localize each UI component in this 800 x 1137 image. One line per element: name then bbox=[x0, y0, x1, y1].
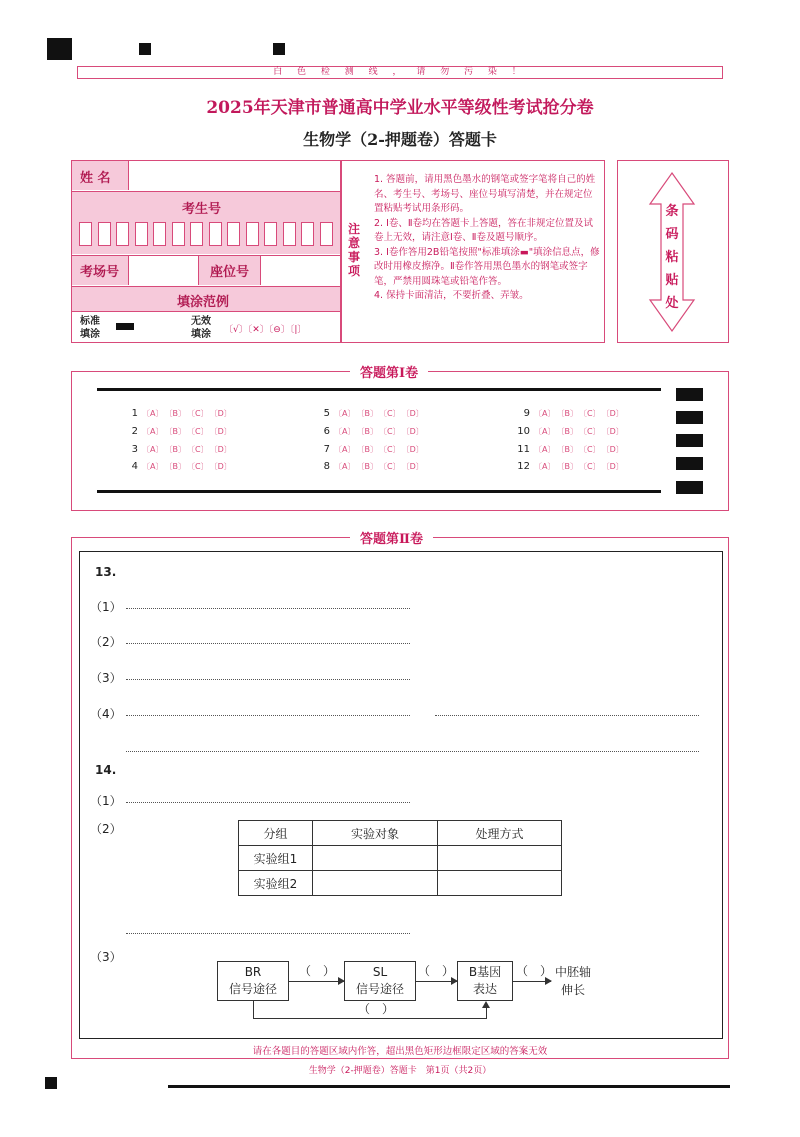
question-number: 2 bbox=[131, 426, 138, 437]
invalid-fill-samples: 〔√〕〔✕〕〔⊖〕〔|〕 bbox=[224, 325, 307, 335]
br-pathway-box: BR 信号途径 bbox=[217, 961, 289, 1001]
b-gene-box: B基因 表达 bbox=[457, 961, 513, 1001]
option-bubble[interactable]: 〔C〕 bbox=[190, 409, 209, 418]
question-number: 7 bbox=[323, 444, 330, 455]
q13-part-2: （2） bbox=[90, 635, 122, 649]
exam-title: 2025年天津市普通高中学业水平等级性考试抢分卷 bbox=[206, 98, 594, 118]
standard-fill-sample bbox=[116, 323, 134, 330]
room-field[interactable] bbox=[128, 255, 198, 285]
exam-no-digit-box[interactable] bbox=[79, 222, 92, 246]
timing-mark bbox=[676, 481, 703, 494]
hypocotyl-outcome: 中胚轴 伸长 bbox=[555, 965, 592, 997]
mcq-row bbox=[122, 426, 237, 437]
option-bubble[interactable]: 〔D〕 bbox=[605, 445, 624, 454]
option-bubble[interactable]: 〔B〕 bbox=[360, 462, 378, 471]
mcq-row bbox=[514, 444, 629, 455]
card-title: 生物学（2-押题卷）答题卡 bbox=[303, 130, 497, 149]
answer-line[interactable] bbox=[126, 802, 410, 803]
exam-no-digit-box[interactable] bbox=[209, 222, 222, 246]
invalid-fill-label: 无效 填涂 bbox=[191, 316, 211, 340]
arrow-icon bbox=[513, 981, 551, 982]
mcq-row bbox=[514, 426, 629, 437]
option-bubble[interactable]: 〔C〕 bbox=[190, 445, 209, 454]
option-bubble[interactable]: 〔B〕 bbox=[360, 427, 378, 436]
mcq-row bbox=[514, 461, 629, 472]
notice-item: 1. 答题前，请用黑色墨水的钢笔或签字笔将自己的姓名、考生号、考场号、座位号填写清楚，并在规定位置粘贴考试用条形码。 bbox=[374, 174, 596, 214]
table-row bbox=[239, 846, 562, 871]
question-number: 4 bbox=[131, 461, 138, 472]
option-bubble[interactable]: 〔C〕 bbox=[582, 427, 601, 436]
answer-line[interactable] bbox=[126, 643, 410, 644]
option-bubble[interactable]: 〔B〕 bbox=[560, 427, 578, 436]
corner-mark bbox=[47, 38, 72, 60]
seat-field[interactable] bbox=[260, 255, 340, 285]
option-bubble[interactable]: 〔A〕 bbox=[534, 445, 556, 454]
bottom-rule bbox=[168, 1085, 730, 1088]
question-number: 9 bbox=[523, 408, 530, 419]
timing-mark bbox=[676, 434, 703, 447]
option-bubble[interactable]: 〔A〕 bbox=[142, 427, 164, 436]
q13-part-4: （4） bbox=[90, 707, 122, 721]
option-bubble[interactable]: 〔C〕 bbox=[382, 462, 401, 471]
exam-no-digit-box[interactable] bbox=[320, 222, 333, 246]
mcq-row bbox=[122, 408, 237, 419]
mcq-row bbox=[314, 426, 429, 437]
exam-no-digit-box[interactable] bbox=[172, 222, 185, 246]
mcq-row bbox=[314, 408, 429, 419]
option-bubble[interactable]: 〔D〕 bbox=[213, 427, 232, 436]
timing-mark bbox=[139, 43, 151, 55]
timing-mark bbox=[676, 388, 703, 401]
option-bubble[interactable]: 〔C〕 bbox=[382, 409, 401, 418]
section-1-bottom-rule bbox=[97, 490, 661, 493]
fill-example-label: 填涂范例 bbox=[177, 295, 230, 310]
option-bubble[interactable]: 〔A〕 bbox=[142, 445, 164, 454]
answer-line[interactable] bbox=[126, 715, 410, 716]
timing-mark bbox=[676, 457, 703, 470]
answer-line[interactable] bbox=[126, 608, 410, 609]
option-bubble[interactable]: 〔C〕 bbox=[190, 427, 209, 436]
mcq-row bbox=[314, 444, 429, 455]
table-cell[interactable] bbox=[313, 871, 438, 896]
option-bubble[interactable]: 〔C〕 bbox=[382, 427, 401, 436]
notice-item: 4. 保持卡面清洁，不要折叠、弄皱。 bbox=[374, 290, 529, 301]
seat-label: 座位号 bbox=[210, 265, 250, 280]
exam-no-digit-box[interactable] bbox=[135, 222, 148, 246]
option-bubble[interactable]: 〔C〕 bbox=[582, 462, 601, 471]
answer-line[interactable] bbox=[435, 715, 699, 716]
arrow-icon bbox=[416, 981, 457, 982]
mcq-row bbox=[514, 408, 629, 419]
option-bubble[interactable]: 〔B〕 bbox=[560, 409, 578, 418]
question-number: 1 bbox=[131, 408, 138, 419]
q14-part-1: （1） bbox=[90, 794, 122, 808]
question-number: 11 bbox=[517, 444, 530, 455]
question-number: 5 bbox=[323, 408, 330, 419]
timing-mark bbox=[676, 411, 703, 424]
table-cell: 实验组1 bbox=[239, 846, 313, 871]
option-bubble[interactable]: 〔D〕 bbox=[213, 409, 232, 418]
corner-mark bbox=[45, 1077, 57, 1089]
exam-no-digit-box[interactable] bbox=[98, 222, 111, 246]
table-row bbox=[239, 871, 562, 896]
option-bubble[interactable]: 〔A〕 bbox=[534, 427, 556, 436]
option-bubble[interactable]: 〔B〕 bbox=[560, 445, 578, 454]
answer-line[interactable] bbox=[126, 679, 410, 680]
barcode-label: 条 码 粘 贴 处 bbox=[665, 204, 679, 311]
experiment-table bbox=[238, 820, 562, 896]
option-bubble[interactable]: 〔D〕 bbox=[405, 409, 424, 418]
mcq-row bbox=[122, 461, 237, 472]
table-header: 处理方式 bbox=[438, 821, 562, 846]
answer-line[interactable] bbox=[126, 933, 410, 934]
option-bubble[interactable]: 〔C〕 bbox=[190, 462, 209, 471]
exam-no-digit-box[interactable] bbox=[190, 222, 203, 246]
arrow-icon bbox=[289, 981, 344, 982]
table-header: 分组 bbox=[239, 821, 313, 846]
exam-no-label: 考生号 bbox=[182, 202, 222, 217]
section-1-top-rule bbox=[97, 388, 661, 391]
question-number: 3 bbox=[131, 444, 138, 455]
table-cell: 实验组2 bbox=[239, 871, 313, 896]
option-bubble[interactable]: 〔B〕 bbox=[168, 427, 186, 436]
option-bubble[interactable]: 〔A〕 bbox=[334, 409, 356, 418]
detection-strip: 白 色 检 测 线 ， 请 勿 污 染 ！ bbox=[77, 66, 723, 79]
q14-part-3: （3） bbox=[90, 950, 122, 964]
option-bubble[interactable]: 〔B〕 bbox=[360, 409, 378, 418]
option-bubble[interactable]: 〔B〕 bbox=[168, 462, 186, 471]
exam-no-digit-box[interactable] bbox=[283, 222, 296, 246]
option-bubble[interactable]: 〔A〕 bbox=[142, 462, 164, 471]
table-cell[interactable] bbox=[438, 871, 562, 896]
section-2-title: 答题第Ⅱ卷 bbox=[350, 528, 433, 547]
notice-list bbox=[374, 173, 600, 304]
option-bubble[interactable]: 〔B〕 bbox=[168, 445, 186, 454]
option-bubble[interactable]: 〔C〕 bbox=[582, 445, 601, 454]
notice-item: 2. Ⅰ卷、Ⅱ卷均在答题卡上答题，答在非规定位置及试卷上无效，请注意Ⅰ卷、Ⅱ卷及题号顺序。 bbox=[374, 217, 594, 243]
option-bubble[interactable]: 〔D〕 bbox=[405, 462, 424, 471]
timing-mark bbox=[273, 43, 285, 55]
flow-blank[interactable]: （ ） bbox=[418, 964, 455, 978]
option-bubble[interactable]: 〔D〕 bbox=[405, 427, 424, 436]
answer-line[interactable] bbox=[126, 751, 699, 752]
question-14-label: 14. bbox=[95, 763, 117, 777]
option-bubble[interactable]: 〔D〕 bbox=[605, 462, 624, 471]
option-bubble[interactable]: 〔C〕 bbox=[382, 445, 401, 454]
exam-no-digit-box[interactable] bbox=[246, 222, 259, 246]
q13-part-1: （1） bbox=[90, 600, 122, 614]
flow-blank[interactable]: （ ） bbox=[299, 964, 336, 978]
option-bubble[interactable]: 〔D〕 bbox=[213, 445, 232, 454]
option-bubble[interactable]: 〔B〕 bbox=[168, 409, 186, 418]
option-bubble[interactable]: 〔D〕 bbox=[605, 427, 624, 436]
page-footer: 生物学（2-押题卷）答题卡 第1页（共2页） bbox=[308, 1066, 492, 1076]
sl-pathway-box: SL 信号途径 bbox=[344, 961, 416, 1001]
name-field[interactable] bbox=[128, 161, 340, 190]
question-13-label: 13. bbox=[95, 565, 117, 579]
question-number: 6 bbox=[323, 426, 330, 437]
option-bubble[interactable]: 〔C〕 bbox=[582, 409, 601, 418]
question-number: 10 bbox=[517, 426, 530, 437]
option-bubble[interactable]: 〔A〕 bbox=[534, 409, 556, 418]
question-number: 12 bbox=[517, 461, 530, 472]
room-label: 考场号 bbox=[80, 265, 120, 280]
q13-part-3: （3） bbox=[90, 671, 122, 685]
flow-blank[interactable]: （ ） bbox=[358, 1002, 395, 1016]
option-bubble[interactable]: 〔A〕 bbox=[334, 462, 356, 471]
name-label: 姓 名 bbox=[80, 171, 111, 186]
option-bubble[interactable]: 〔A〕 bbox=[334, 427, 356, 436]
option-bubble[interactable]: 〔B〕 bbox=[360, 445, 378, 454]
option-bubble[interactable]: 〔A〕 bbox=[334, 445, 356, 454]
mcq-row bbox=[314, 461, 429, 472]
question-number: 8 bbox=[323, 461, 330, 472]
option-bubble[interactable]: 〔D〕 bbox=[213, 462, 232, 471]
option-bubble[interactable]: 〔B〕 bbox=[560, 462, 578, 471]
exam-no-digit-box[interactable] bbox=[153, 222, 166, 246]
mcq-row bbox=[122, 444, 237, 455]
exam-no-digit-box[interactable] bbox=[264, 222, 277, 246]
table-cell[interactable] bbox=[438, 846, 562, 871]
q14-part-2: （2） bbox=[90, 822, 122, 836]
exam-no-digit-box[interactable] bbox=[116, 222, 129, 246]
standard-fill-label: 标准 填涂 bbox=[80, 316, 100, 340]
exam-no-digit-box[interactable] bbox=[301, 222, 314, 246]
boundary-note: 请在各题目的答题区域内作答，超出黑色矩形边框限定区域的答案无效 bbox=[252, 1046, 548, 1057]
table-header: 实验对象 bbox=[313, 821, 438, 846]
section-1-title: 答题第Ⅰ卷 bbox=[350, 362, 428, 381]
notice-item: 3. Ⅰ卷作答用2B铅笔按照"标准填涂▬"填涂信息点，修改时用橡皮擦净。Ⅱ卷作答用黑色墨水的钢笔或签字笔，严禁用圆珠笔或铅笔作答。 bbox=[374, 246, 600, 287]
option-bubble[interactable]: 〔D〕 bbox=[605, 409, 624, 418]
flow-blank[interactable]: （ ） bbox=[516, 964, 553, 978]
option-bubble[interactable]: 〔A〕 bbox=[534, 462, 556, 471]
table-cell[interactable] bbox=[313, 846, 438, 871]
option-bubble[interactable]: 〔D〕 bbox=[405, 445, 424, 454]
option-bubble[interactable]: 〔A〕 bbox=[142, 409, 164, 418]
exam-no-digit-box[interactable] bbox=[227, 222, 240, 246]
notice-title: 注 意 事 项 bbox=[348, 222, 361, 278]
arrow-up-icon bbox=[482, 1001, 490, 1008]
